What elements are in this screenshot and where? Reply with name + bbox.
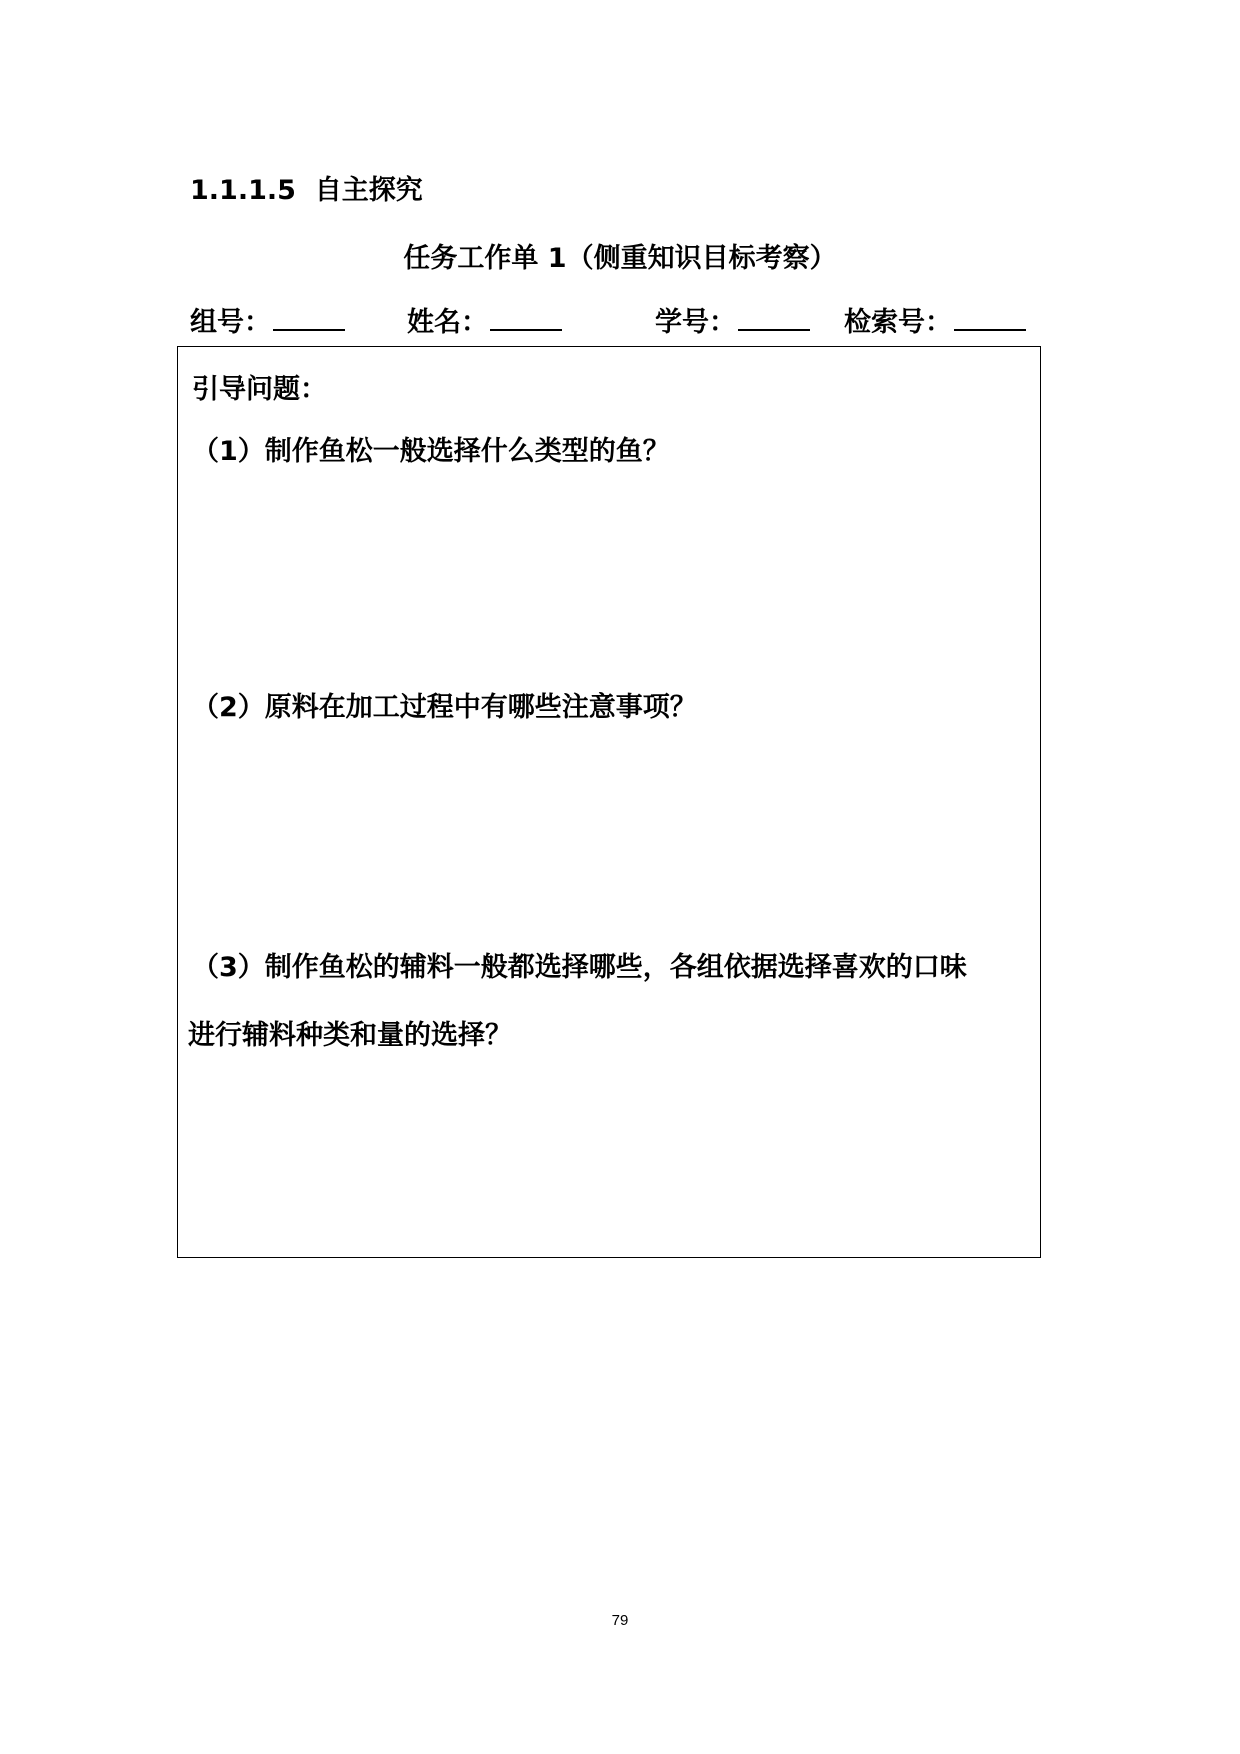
- student-id-blank[interactable]: [738, 305, 810, 331]
- name-blank[interactable]: [490, 305, 562, 331]
- section-title: 自主探究: [314, 175, 423, 206]
- group-number-label: 组号：: [190, 307, 271, 338]
- page-number: 79: [611, 1612, 629, 1629]
- guide-question-box: [177, 346, 1041, 1258]
- group-number-field[interactable]: [190, 300, 345, 339]
- group-number-blank[interactable]: [273, 305, 345, 331]
- name-field[interactable]: [407, 300, 562, 339]
- student-id-label: 学号：: [655, 307, 736, 338]
- worksheet-title: 任务工作单 1（侧重知识目标考察）: [403, 243, 837, 274]
- question-3: （3）制作鱼松的辅料一般都选择哪些，各组依据选择喜欢的口味: [192, 952, 967, 983]
- section-heading: [190, 168, 423, 207]
- section-number: 1.1.1.5: [190, 175, 296, 206]
- search-number-field[interactable]: [844, 300, 1026, 339]
- guide-heading: 引导问题：: [192, 374, 327, 405]
- search-number-label: 检索号：: [844, 307, 952, 338]
- student-id-field[interactable]: [655, 300, 810, 339]
- question-1: （1）制作鱼松一般选择什么类型的鱼？: [192, 436, 670, 467]
- question-3-continued: 进行辅料种类和量的选择？: [188, 1020, 512, 1051]
- search-number-blank[interactable]: [954, 305, 1026, 331]
- question-2: （2）原料在加工过程中有哪些注意事项？: [192, 692, 697, 723]
- name-label: 姓名：: [407, 307, 488, 338]
